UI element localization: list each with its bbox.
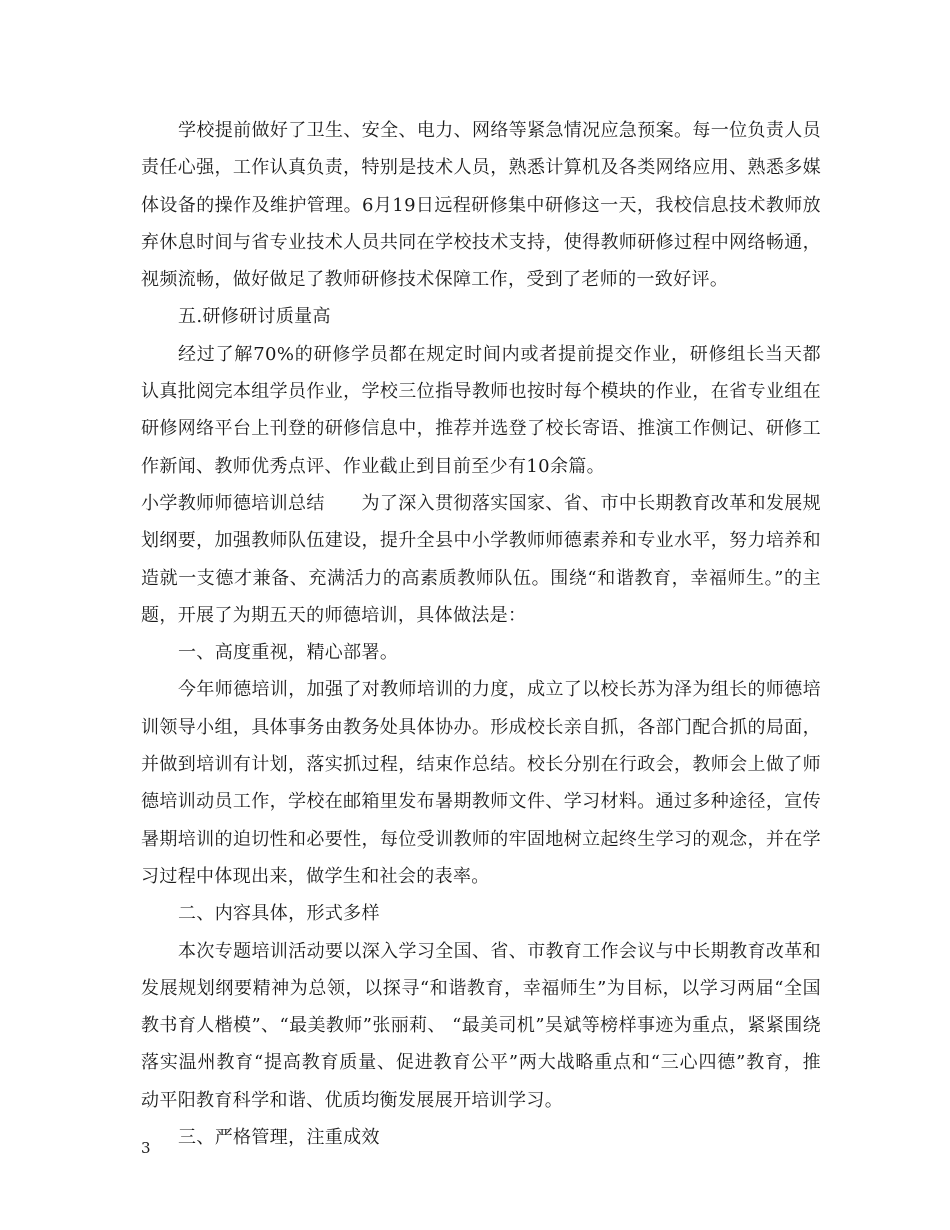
paragraph-training-content: 本次专题培训活动要以深入学习全国、省、市教育工作会议与中长期教育改革和发展规划纲要精神为总领，以探寻“和谐教育，幸福师生”为目标，以学习两届“全国教书育人楷模”、“最美教师”张丽莉、 “最美司机”吴斌等榜样事迹为重点，紧紧围绕落实温州教育“提高教育质量、促进教育公平”两大战略重点和“三心四德”教育，推动平阳教育科学和谐、优质均衡发展展开培训学习。 (141, 940, 821, 1111)
paragraph-research-quality: 经过了解70%的研修学员都在规定时间内或者提前提交作业，研修组长当天都认真批阅完本组学员作业，学校三位指导教师也按时每个模块的作业，在省专业组在研修网络平台上刊登的研修信息中，推荐并选登了校长寄语、推演工作侧记、研修工作新闻、教师优秀点评、作业截止到目前至少有10余篇。 (141, 343, 821, 477)
heading-section-two: 二、内容具体，形式多样 (178, 903, 380, 925)
paragraph-training-summary-intro: 小学教师师德培训总结 为了深入贯彻落实国家、省、市中长期教育改革和发展规划纲要，加强教师队伍建设，提升全县中小学教师师德素养和专业水平，努力培养和造就一支德才兼备、充满活力的高素质教师队伍。围绕“和谐教育，幸福师生。”的主题，开展了为期五天的师德培训，具体做法是： (141, 492, 821, 626)
page-number: 3 (141, 1139, 151, 1157)
heading-section-five: 五.研修研讨质量高 (178, 306, 331, 328)
heading-section-three: 三、严格管理，注重成效 (178, 1127, 380, 1149)
document-body (141, 112, 821, 1156)
paragraph-training-organization: 今年师德培训，加强了对教师培训的力度，成立了以校长苏为泽为组长的师德培训领导小组，具体事务由教务处具体协办。形成校长亲自抓，各部门配合抓的局面，并做到培训有计划，落实抓过程，结束作总结。校长分别在行政会，教师会上做了师德培训动员工作，学校在邮箱里发布暑期教师文件、学习材料。通过多种途径，宣传暑期培训的迫切性和必要性，每位受训教师的牢固地树立起终生学习的观念，并在学习过程中体现出来，做学生和社会的表率。 (141, 679, 821, 887)
paragraph-emergency-plan: 学校提前做好了卫生、安全、电力、网络等紧急情况应急预案。每一位负责人员责任心强，工作认真负责，特别是技术人员，熟悉计算机及各类网络应用、熟悉多媒体设备的操作及维护管理。6月19日远程研修集中研修这一天，我校信息技术教师放弃休息时间与省专业技术人员共同在学校技术支持，使得教师研修过程中网络畅通，视频流畅，做好做足了教师研修技术保障工作，受到了老师的一致好评。 (141, 120, 821, 291)
heading-section-one: 一、高度重视，精心部署。 (178, 642, 399, 664)
